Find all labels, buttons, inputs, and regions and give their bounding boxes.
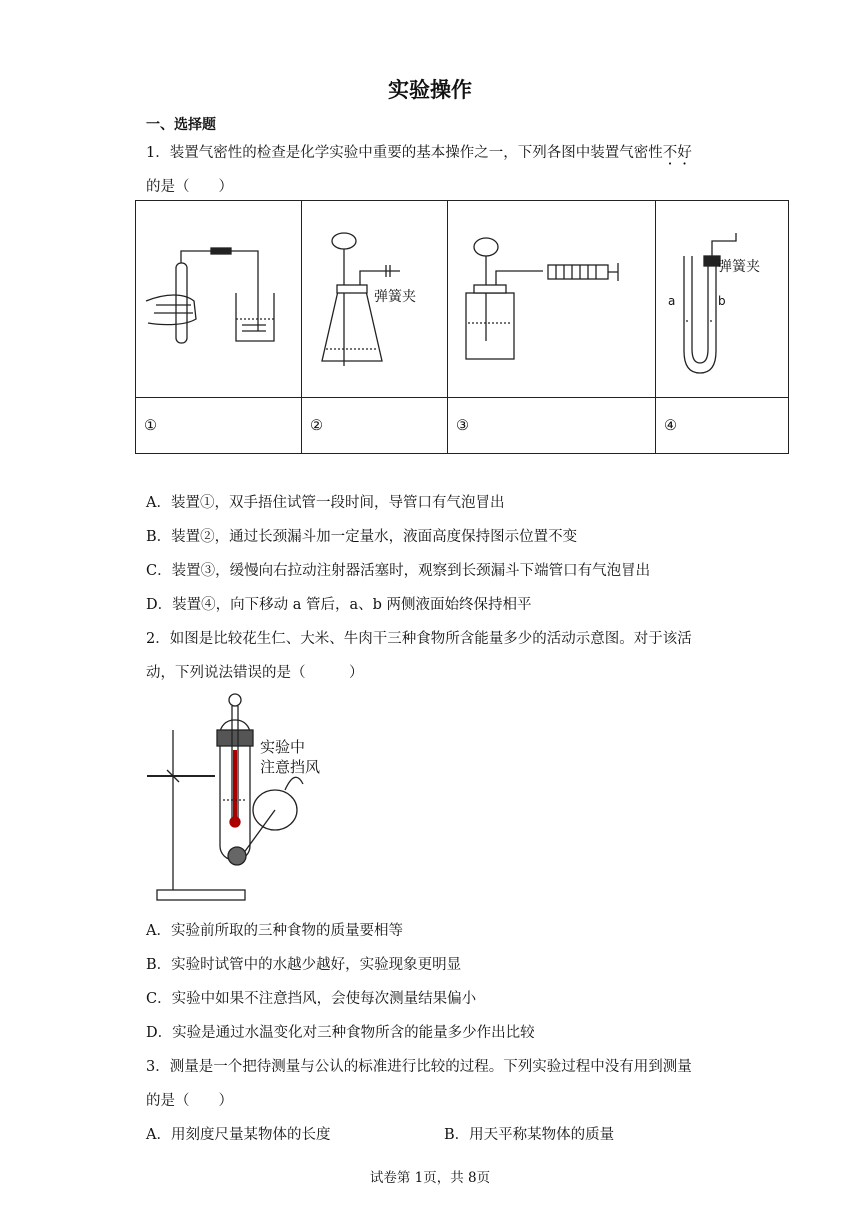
u-tube-figure: [656, 201, 788, 393]
figure-cell-2: [302, 201, 448, 398]
q2-option-d: D．实验是通过水温变化对三种食物所含的能量多少作出比较: [146, 1025, 535, 1041]
question-1-stem: [146, 141, 692, 162]
question-2-stem-line2: 动，下列说法错误的是（ ）: [146, 665, 364, 681]
question-2-stem: 2．如图是比较花生仁、大米、牛肉干三种食物所含能量多少的活动示意图。对于该活: [146, 631, 692, 647]
apparatus-figure-table: [135, 200, 789, 454]
figure-label-2: ②: [302, 398, 448, 454]
calorimeter-figure: [145, 690, 345, 908]
clip-label: 弹簧夹: [374, 289, 416, 305]
figure-label-1: ①: [136, 398, 302, 454]
q2-option-a: A．实验前所取的三种食物的质量要相等: [146, 923, 403, 939]
question-1-stem-line2: 的是（ ）: [146, 179, 233, 195]
q2-option-c: C．实验中如果不注意挡风，会使每次测量结果偏小: [146, 991, 477, 1007]
q3-option-b: B．用天平称某物体的质量: [444, 1127, 615, 1143]
page-footer: 试卷第 1页，共 8页: [369, 1170, 491, 1186]
tube-a-label: a: [668, 294, 676, 308]
tube-b-label: b: [718, 294, 726, 308]
page-title: 实验操作: [388, 78, 472, 102]
q1-option-d: D．装置④，向下移动 a 管后，a、b 两侧液面始终保持相平: [146, 597, 532, 613]
section-heading: 一、选择题: [146, 117, 216, 133]
figure-label-4: ④: [656, 398, 789, 454]
figure-cell-4: [656, 201, 789, 398]
q3-option-a: A．用刻度尺量某物体的长度: [146, 1127, 331, 1143]
q2-option-b: B．实验时试管中的水越少越好，实验现象更明显: [146, 957, 462, 973]
q1-option-b: B．装置②，通过长颈漏斗加一定量水，液面高度保持图示位置不变: [146, 529, 578, 545]
flask-funnel-figure: [302, 201, 447, 393]
figure-cell-3: [448, 201, 656, 398]
syringe-bottle-figure: [448, 201, 655, 393]
clip-label-4: 弹簧夹: [718, 259, 760, 275]
question-1-text: 1．装置气密性的检查是化学实验中重要的基本操作之一，下列各图中装置气密性: [146, 145, 663, 161]
test-tube-hand-figure: [136, 201, 301, 393]
figure-label-3: ③: [448, 398, 656, 454]
question-3-stem: 3．测量是一个把待测量与公认的标准进行比较的过程。下列实验过程中没有用到测量: [146, 1059, 692, 1075]
figure-cell-1: [136, 201, 302, 398]
wind-note-line2: 注意挡风: [260, 758, 321, 776]
q1-option-a: A．装置①，双手捂住试管一段时间，导管口有气泡冒出: [146, 495, 505, 511]
question-3-stem-line2: 的是（ ）: [146, 1093, 233, 1109]
q1-option-c: C．装置③，缓慢向右拉动注射器活塞时，观察到长颈漏斗下端管口有气泡冒出: [146, 563, 651, 579]
emphasis-char: 好: [677, 145, 692, 161]
wind-note-line1: 实验中: [260, 738, 306, 756]
emphasis-char: 不: [662, 145, 678, 161]
